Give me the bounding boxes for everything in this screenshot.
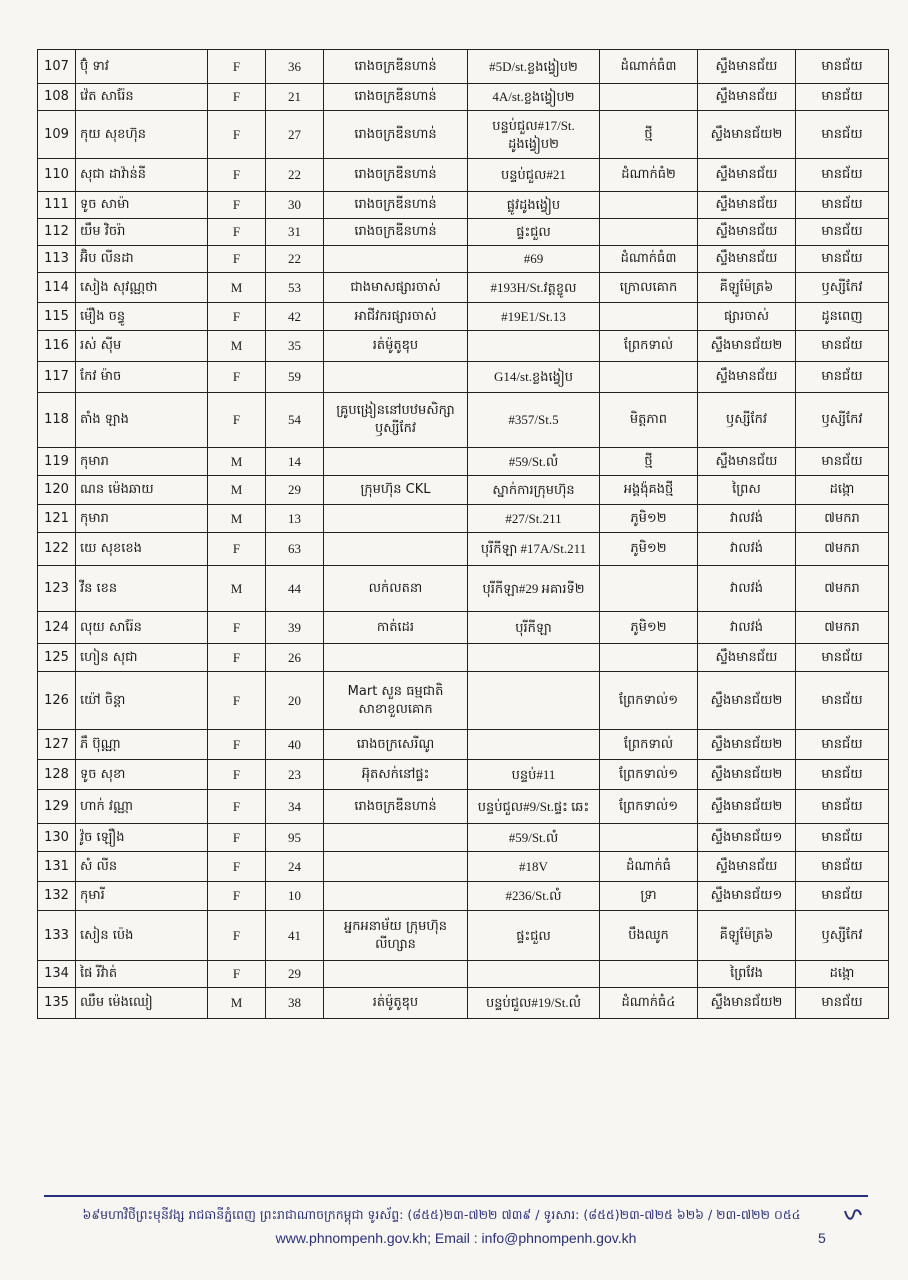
commune-cell: វាលវង់ [698,566,796,612]
address-cell: បន្ទប់ជួល#19/St.លំ [468,988,600,1019]
address-cell: #193H/St.វត្តខ្ចូល [468,273,600,303]
occupation-cell: លក់លតនា [324,566,468,612]
row-number: 131 [38,852,76,882]
age-cell: 44 [266,566,324,612]
patient-name: រស់ ស៊ីម [76,331,208,362]
table-row [38,533,889,566]
table-row [38,988,889,1019]
age-cell: 30 [266,192,324,219]
age-cell: 42 [266,303,324,331]
row-number: 133 [38,911,76,961]
patient-name: ហាក់ វណ្ណា [76,790,208,824]
patient-name: ទូច សុខា [76,760,208,790]
village-cell: ថ្មី [600,448,698,476]
commune-cell: ស្ទឹងមានជ័យ [698,852,796,882]
sex-cell: F [208,824,266,852]
sex-cell: F [208,393,266,448]
table-row [38,882,889,911]
table-row [38,852,889,882]
district-cell: ឫស្សីកែវ [796,393,889,448]
district-cell: ៧មករា [796,533,889,566]
row-number: 112 [38,219,76,246]
village-cell: ព្រែកទាល់១ [600,790,698,824]
row-number: 118 [38,393,76,448]
occupation-cell: Mart សួន ធម្មជាតិ សាខាខួលគោក [324,672,468,730]
district-cell: ៧មករា [796,505,889,533]
row-number: 135 [38,988,76,1019]
district-cell: មានជ័យ [796,988,889,1019]
district-cell: មានជ័យ [796,111,889,159]
age-cell: 35 [266,331,324,362]
commune-cell: ស្ទឹងមានជ័យ [698,362,796,393]
age-cell: 54 [266,393,324,448]
age-cell: 21 [266,84,324,111]
address-cell: បុរីកីឡា #17A/St.211 [468,533,600,566]
occupation-cell: រោងចក្រសេរីណូ [324,730,468,760]
occupation-cell: ក្រុមហ៊ុន CKL [324,476,468,505]
sex-cell: F [208,882,266,911]
address-cell: #27/St.211 [468,505,600,533]
village-cell: ថ្មី [600,111,698,159]
sex-cell: F [208,111,266,159]
age-cell: 10 [266,882,324,911]
row-number: 119 [38,448,76,476]
village-cell [600,961,698,988]
age-cell: 36 [266,50,324,84]
table-row [38,760,889,790]
sex-cell: F [208,790,266,824]
table-row [38,192,889,219]
village-cell: មិត្តភាព [600,393,698,448]
address-cell: ផ្ទះជួល [468,219,600,246]
sex-cell: M [208,448,266,476]
age-cell: 53 [266,273,324,303]
sex-cell: F [208,159,266,192]
sex-cell: F [208,852,266,882]
age-cell: 29 [266,961,324,988]
address-cell: G14/st.ខ្លងង្វៀប [468,362,600,393]
district-cell: មានជ័យ [796,672,889,730]
age-cell: 38 [266,988,324,1019]
occupation-cell [324,448,468,476]
table-row [38,790,889,824]
table-row [38,961,889,988]
village-cell: ព្រែកទាល់១ [600,672,698,730]
table-row [38,612,889,644]
village-cell: ដំណាក់ធំ៣ [600,246,698,273]
patient-name: លុយ សារ៉ែន [76,612,208,644]
age-cell: 95 [266,824,324,852]
commune-cell: គីឡូម៉ែត្រ៦ [698,273,796,303]
sex-cell: M [208,566,266,612]
sex-cell: F [208,961,266,988]
sex-cell: F [208,84,266,111]
address-cell: បន្ទប់ជួល#17/St. ដូងង្វៀប២ [468,111,600,159]
table-body [38,50,889,1019]
patient-name: ប៊ុំ ទាវ [76,50,208,84]
age-cell: 20 [266,672,324,730]
row-number: 127 [38,730,76,760]
address-cell: #236/St.លំ [468,882,600,911]
district-cell: មានជ័យ [796,50,889,84]
address-cell [468,331,600,362]
occupation-cell [324,882,468,911]
village-cell: ទ្រា [600,882,698,911]
sex-cell: F [208,644,266,672]
occupation-cell: ជាងមាសផ្សារចាស់ [324,273,468,303]
occupation-cell: រោងចក្រឌីនហាន់ [324,192,468,219]
village-cell: ភូមិ១២ [600,612,698,644]
table-row [38,159,889,192]
district-cell: មានជ័យ [796,730,889,760]
row-number: 107 [38,50,76,84]
village-cell [600,303,698,331]
table-row [38,644,889,672]
commune-cell: ព្រៃស [698,476,796,505]
occupation-cell: រោងចក្រឌីនហាន់ [324,219,468,246]
occupation-cell: អាជីវករផ្សារចាស់ [324,303,468,331]
village-cell [600,566,698,612]
row-number: 121 [38,505,76,533]
age-cell: 40 [266,730,324,760]
district-cell: ឫស្សីកែវ [796,911,889,961]
row-number: 128 [38,760,76,790]
occupation-cell [324,533,468,566]
district-cell: មានជ័យ [796,644,889,672]
address-cell [468,644,600,672]
table-row [38,911,889,961]
patient-name: វីន ខេន [76,566,208,612]
village-cell [600,644,698,672]
district-cell: មានជ័យ [796,192,889,219]
commune-cell: ស្ទឹងមានជ័យ [698,192,796,219]
row-number: 114 [38,273,76,303]
district-cell: ឫស្សីកែវ [796,273,889,303]
sex-cell: F [208,192,266,219]
address-cell: #59/St.លំ [468,824,600,852]
district-cell: មានជ័យ [796,159,889,192]
occupation-cell: គ្រូបង្រៀននៅបឋមសិក្សាឫស្សីកែវ [324,393,468,448]
occupation-cell: រោងចក្រឌីនហាន់ [324,50,468,84]
commune-cell: ស្ទឹងមានជ័យ១ [698,882,796,911]
commune-cell: ស្ទឹងមានជ័យ [698,219,796,246]
village-cell [600,362,698,393]
village-cell: ព្រែកទាល់ [600,331,698,362]
village-cell: ដំណាក់ធំ៣ [600,50,698,84]
table-row [38,566,889,612]
row-number: 113 [38,246,76,273]
commune-cell: ស្ទឹងមានជ័យ [698,246,796,273]
row-number: 130 [38,824,76,852]
row-number: 108 [38,84,76,111]
patient-name: សំ លីន [76,852,208,882]
district-cell: មានជ័យ [796,824,889,852]
table-row [38,84,889,111]
district-cell: មានជ័យ [796,760,889,790]
village-cell: ភូមិ១២ [600,505,698,533]
occupation-cell: រត់ម៉ូតូឌុប [324,331,468,362]
district-cell: ដង្កោ [796,476,889,505]
village-cell: ដំណាក់ធំ [600,852,698,882]
district-cell: មានជ័យ [796,882,889,911]
patient-name: យឹម វិចរ៉ា [76,219,208,246]
commune-cell: ស្ទឹងមានជ័យ២ [698,331,796,362]
age-cell: 29 [266,476,324,505]
occupation-cell: រោងចក្រឌីនហាន់ [324,159,468,192]
row-number: 111 [38,192,76,219]
occupation-cell [324,362,468,393]
patient-name: ណន ម៉េងឆាយ [76,476,208,505]
sex-cell: F [208,730,266,760]
patient-name: យេ សុខខេង [76,533,208,566]
row-number: 120 [38,476,76,505]
district-cell: ៧មករា [796,566,889,612]
village-cell: ក្រោលគោក [600,273,698,303]
age-cell: 34 [266,790,324,824]
table-row [38,476,889,505]
patient-register-table [37,49,889,1019]
address-cell: 4A/st.ខ្លងង្វៀប២ [468,84,600,111]
age-cell: 27 [266,111,324,159]
age-cell: 14 [266,448,324,476]
district-cell: មានជ័យ [796,790,889,824]
row-number: 110 [38,159,76,192]
row-number: 124 [38,612,76,644]
patient-name: ភឹ ប៊ុណ្ណា [76,730,208,760]
age-cell: 23 [266,760,324,790]
age-cell: 22 [266,246,324,273]
address-cell: ស្នាក់ការក្រុមហ៊ុន [468,476,600,505]
district-cell: មានជ័យ [796,219,889,246]
village-cell: បឹងឈូក [600,911,698,961]
table-row [38,111,889,159]
patient-name: កុយ សុខហ៊ុន [76,111,208,159]
commune-cell: វាលវង់ [698,612,796,644]
sex-cell: F [208,672,266,730]
patient-name: សៀង សុវណ្ណថា [76,273,208,303]
row-number: 122 [38,533,76,566]
table-row [38,824,889,852]
district-cell: មានជ័យ [796,448,889,476]
patient-name: សុជា ដាវ៉ាន់នី [76,159,208,192]
table-row [38,303,889,331]
patient-name: អ៊ិប លីនដា [76,246,208,273]
address-cell: #69 [468,246,600,273]
age-cell: 26 [266,644,324,672]
patient-name: សៀន ប៉េង [76,911,208,961]
occupation-cell: រោងចក្រឌីនហាន់ [324,111,468,159]
address-cell: #357/St.5 [468,393,600,448]
table-row [38,219,889,246]
sex-cell: M [208,476,266,505]
address-cell: បន្ទប់#11 [468,760,600,790]
occupation-cell [324,246,468,273]
occupation-cell [324,505,468,533]
row-number: 125 [38,644,76,672]
commune-cell: ឫស្សីកែវ [698,393,796,448]
row-number: 132 [38,882,76,911]
village-cell: អង្គង៉ុគងថ្មី [600,476,698,505]
district-cell: មានជ័យ [796,331,889,362]
page-number: 5 [818,1230,826,1246]
signature-mark-icon [842,1203,864,1225]
district-cell: មានជ័យ [796,852,889,882]
commune-cell: ស្ទឹងមានជ័យ២ [698,672,796,730]
address-cell [468,961,600,988]
village-cell: ដំណាក់ធំ២ [600,159,698,192]
patient-name: កុមារា [76,448,208,476]
row-number: 123 [38,566,76,612]
commune-cell: ស្ទឹងមានជ័យ [698,448,796,476]
occupation-cell [324,852,468,882]
commune-cell: ស្ទឹងមានជ័យ១ [698,824,796,852]
age-cell: 13 [266,505,324,533]
age-cell: 24 [266,852,324,882]
patient-name: កុមារី [76,882,208,911]
address-cell: #18V [468,852,600,882]
patient-name: តាំង ឡាង [76,393,208,448]
commune-cell: ស្ទឹងមានជ័យ២ [698,790,796,824]
table-row [38,273,889,303]
address-cell [468,672,600,730]
occupation-cell [324,824,468,852]
commune-cell: ស្ទឹងមានជ័យ [698,644,796,672]
patient-name: ផៃ រីវ៉ាត់ [76,961,208,988]
commune-cell: ស្ទឹងមានជ័យ២ [698,730,796,760]
commune-cell: ស្ទឹងមានជ័យ២ [698,988,796,1019]
commune-cell: ស្ទឹងមានជ័យ២ [698,111,796,159]
address-cell: ផ្ទះជួល [468,911,600,961]
district-cell: មានជ័យ [796,84,889,111]
occupation-cell [324,961,468,988]
village-cell: ដំណាក់ធំ៤ [600,988,698,1019]
address-cell: ផ្លូវដូងង្វៀប [468,192,600,219]
age-cell: 39 [266,612,324,644]
commune-cell: វាលវង់ [698,533,796,566]
table-row [38,246,889,273]
address-cell [468,730,600,760]
row-number: 109 [38,111,76,159]
table-row [38,331,889,362]
occupation-cell: រោងចក្រឌីនហាន់ [324,790,468,824]
commune-cell: ស្ទឹងមានជ័យ [698,159,796,192]
district-cell: ដង្កោ [796,961,889,988]
row-number: 116 [38,331,76,362]
commune-cell: ផ្សារចាស់ [698,303,796,331]
sex-cell: F [208,303,266,331]
row-number: 126 [38,672,76,730]
sex-cell: F [208,612,266,644]
table-row [38,448,889,476]
address-cell: #19E1/St.13 [468,303,600,331]
row-number: 134 [38,961,76,988]
address-cell: #59/St.លំ [468,448,600,476]
village-cell [600,219,698,246]
commune-cell: ស្ទឹងមានជ័យ [698,84,796,111]
district-cell: មានជ័យ [796,246,889,273]
village-cell: ភូមិ១២ [600,533,698,566]
village-cell [600,192,698,219]
commune-cell: ព្រៃវែង [698,961,796,988]
sex-cell: F [208,911,266,961]
address-cell: បន្ទប់ជួល#21 [468,159,600,192]
footer-website: www.phnompenh.gov.kh; Email : info@phnompenh.gov.kh [275,1230,637,1246]
commune-cell: វាលវង់ [698,505,796,533]
table-row [38,672,889,730]
district-cell: ៧មករា [796,612,889,644]
patient-name: ហៀន សុជា [76,644,208,672]
patient-name: ម៉ឿង ចន្ធូ [76,303,208,331]
footer-address: ៦៩មហាវិថីព្រះមុនីវង្ស រាជធានីភ្នំពេញ ព្រះរាជាណាចក្រកម្ពុជា ទូរស័ព្ទ: (៨៥៥)២៣-៧២២ ៧៣៩ / ទូរសារ: (៨៥៥)២៣-៧២៥ ៦២៦ / ២៣-៧២២ ០៥៤ [82,1207,801,1222]
table-row [38,50,889,84]
village-cell: ព្រែកទាល់១ [600,760,698,790]
sex-cell: M [208,988,266,1019]
commune-cell: គីឡូម៉ែត្រ៦ [698,911,796,961]
table-row [38,730,889,760]
sex-cell: F [208,50,266,84]
patient-name: វ៉ូច ឡឿង [76,824,208,852]
district-cell: មានជ័យ [796,362,889,393]
village-cell [600,84,698,111]
village-cell: ព្រែកទាល់ [600,730,698,760]
patient-name: កុមារា [76,505,208,533]
row-number: 129 [38,790,76,824]
occupation-cell: កាត់ដេរ [324,612,468,644]
sex-cell: F [208,246,266,273]
occupation-cell [324,644,468,672]
age-cell: 22 [266,159,324,192]
age-cell: 59 [266,362,324,393]
table-row [38,362,889,393]
sex-cell: F [208,760,266,790]
age-cell: 41 [266,911,324,961]
row-number: 115 [38,303,76,331]
age-cell: 31 [266,219,324,246]
occupation-cell: អ៊ុតសក់នៅផ្ទះ [324,760,468,790]
address-cell: បុរីកីឡា [468,612,600,644]
commune-cell: ស្ទឹងមានជ័យ២ [698,760,796,790]
patient-name: ឈឹម ម៉េងឈៀ [76,988,208,1019]
patient-name: ទូច សាម៉ា [76,192,208,219]
address-cell: #5D/st.ខ្លងង្វៀប២ [468,50,600,84]
address-cell: បុរីកីឡា#29 អគារទី២ [468,566,600,612]
sex-cell: F [208,219,266,246]
table-row [38,505,889,533]
occupation-cell: អ្នកអនាម័យ ក្រុមហ៊ុន លីហ្សាន [324,911,468,961]
sex-cell: F [208,533,266,566]
address-cell: បន្ទប់ជួល#9/St.ផ្ទះ ឆេះ [468,790,600,824]
patient-name: វ៉េត សារ៉ែន [76,84,208,111]
occupation-cell: រោងចក្រឌីនហាន់ [324,84,468,111]
sex-cell: M [208,331,266,362]
footer-rule [44,1195,868,1197]
district-cell: ដូនពេញ [796,303,889,331]
table-row [38,393,889,448]
patient-name: កែវ ម៉ាច [76,362,208,393]
row-number: 117 [38,362,76,393]
sex-cell: M [208,273,266,303]
commune-cell: ស្ទឹងមានជ័យ [698,50,796,84]
sex-cell: M [208,505,266,533]
village-cell [600,824,698,852]
age-cell: 63 [266,533,324,566]
sex-cell: F [208,362,266,393]
occupation-cell: រត់ម៉ូតូឌុប [324,988,468,1019]
patient-name: យ៉ៅ ចិន្តា [76,672,208,730]
